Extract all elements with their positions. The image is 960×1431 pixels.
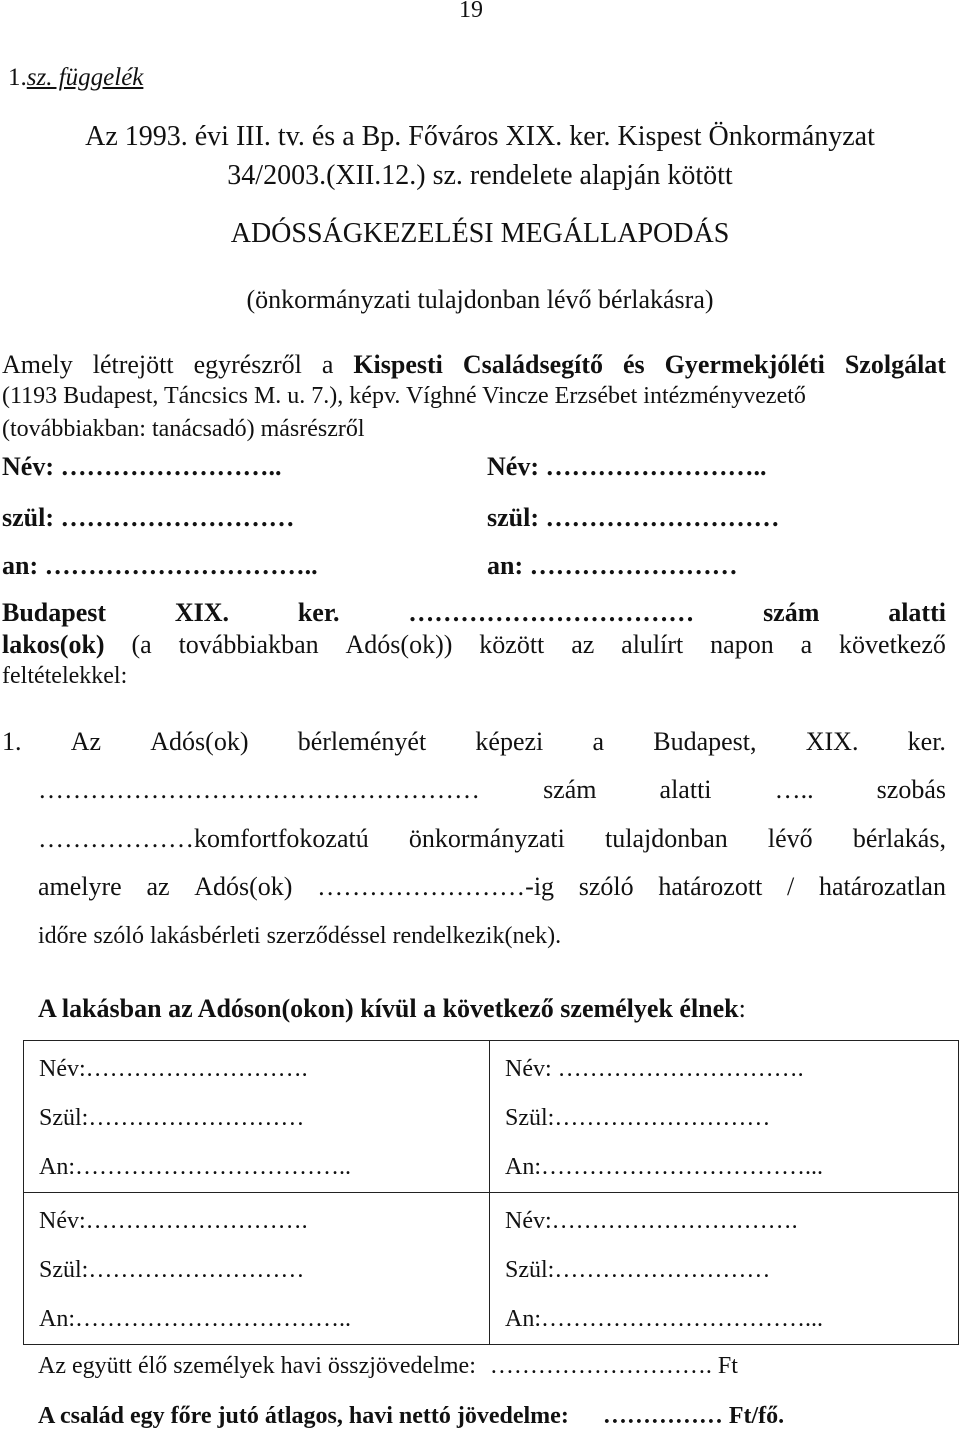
address-word: ker. (297, 598, 340, 627)
clause-word: XIX. (805, 727, 859, 756)
resident-name-field[interactable]: Név:…………………………. (505, 1208, 798, 1234)
address-dots: …………………………… (408, 598, 695, 627)
document-subtitle: (önkormányzati tulajdonban lévő bérlakásra) (246, 285, 714, 314)
resident-mother-field[interactable]: An:……………………………... (505, 1306, 823, 1332)
address-word: alulírt (621, 630, 684, 659)
clause-number: 1. (2, 727, 22, 756)
clause-word: képezi (475, 727, 544, 756)
resident-cell (490, 1041, 959, 1193)
resident-mother-field[interactable]: An:…………………………….. (39, 1154, 351, 1180)
address-word: napon (710, 630, 774, 659)
appendix-text: sz. függelék (26, 64, 144, 91)
clause-word: lévő (767, 824, 813, 853)
party-left-mother (2, 551, 318, 581)
household-income-label: Az együtt élő személyek havi összjövedelme: (38, 1353, 476, 1379)
address-word: következő (839, 630, 946, 659)
clause-word: Adós(ok) (150, 727, 249, 756)
household-income-line (38, 1353, 738, 1380)
household-income-field[interactable]: ………………………. Ft (489, 1353, 738, 1379)
org-name-word: Kispesti (353, 350, 443, 379)
address-line-1 (2, 598, 946, 628)
birth-label: szül: (2, 503, 54, 532)
org-name-word: Szolgálat (844, 350, 946, 379)
intro-word: Amely (2, 350, 73, 379)
clause-word: az (146, 872, 170, 901)
address-word: alatti (888, 598, 946, 627)
mother-label: an: (487, 551, 524, 580)
resident-birth-field[interactable]: Szül:……………………… (39, 1257, 305, 1283)
org-name-word: Családsegítő (462, 350, 603, 379)
resident-name-field[interactable]: Név:………………………. (39, 1056, 308, 1082)
clause-word: önkormányzati (408, 824, 565, 853)
residents-heading (38, 994, 746, 1024)
clause-word: a (592, 727, 605, 756)
resident-birth-field[interactable]: Szül:……………………… (505, 1257, 771, 1283)
name-label: Név: (2, 452, 54, 481)
name-dots: …………………….. (60, 452, 282, 481)
address-word: a (800, 630, 813, 659)
clause-word: tulajdonban (605, 824, 728, 853)
clause-word: bérleményét (297, 727, 427, 756)
clause-dots: ….. (774, 775, 814, 804)
clause-word: ………………komfortfokozatú (38, 824, 369, 853)
intro-line-2: (1193 Budapest, Táncsics M. u. 7.), képv. Víghné Vincze Erzsébet intézményvezető (2, 383, 806, 409)
party-left-birth (2, 503, 295, 533)
clause-word: határozott (658, 872, 763, 901)
birth-label: szül: (487, 503, 539, 532)
page-number: 19 (459, 0, 483, 23)
address-line-3: feltételekkel: (2, 663, 128, 689)
mother-label: an: (2, 551, 39, 580)
resident-birth-field[interactable]: Szül:……………………… (505, 1105, 771, 1131)
resident-mother-field[interactable]: An:……………………………... (505, 1154, 823, 1180)
appendix-number: 1. (8, 64, 27, 91)
table-row (24, 1041, 959, 1193)
clause1-line-5: időre szóló lakásbérleti szerződéssel rendelkezik(nek). (38, 923, 562, 949)
address-word: az (571, 630, 595, 659)
per-capita-income-label: A család egy főre jutó átlagos, havi nettó jövedelme: (38, 1403, 569, 1429)
birth-dots: ……………………… (60, 503, 295, 532)
intro-word: létrejött (92, 350, 174, 379)
header-line-1: Az 1993. évi III. tv. és a Bp. Főváros XIX. ker. Kispest Önkormányzat (85, 121, 875, 152)
residents-table (23, 1040, 959, 1345)
address-word: továbbiakban (178, 630, 319, 659)
name-label: Név: (487, 452, 539, 481)
party-right-name (487, 452, 766, 482)
per-capita-income-line (38, 1403, 784, 1430)
address-word: (a (131, 630, 152, 659)
clause-dots: ……………………-ig (317, 872, 555, 901)
clause-word: ker. (907, 727, 946, 756)
intro-line-3: (továbbiakban: tanácsadó) másrészről (2, 416, 365, 442)
org-name-word: Gyermekjóléti (664, 350, 825, 379)
clause1-line-2 (38, 775, 946, 805)
clause-word: Adós(ok) (194, 872, 293, 901)
resident-cell (24, 1041, 490, 1193)
clause-word: Az (70, 727, 102, 756)
document-title: ADÓSSÁGKEZELÉSI MEGÁLLAPODÁS (230, 218, 730, 249)
mother-dots: …………………… (529, 551, 738, 580)
residents-heading-text: A lakásban az Adóson(okon) kívül a következő személyek élnek (38, 994, 739, 1023)
clause-word: szóló (578, 872, 634, 901)
residents-heading-colon: : (738, 994, 746, 1023)
clause-word: Budapest, (653, 727, 757, 756)
table-row (24, 1193, 959, 1345)
address-word: XIX. (174, 598, 230, 627)
resident-birth-field[interactable]: Szül:……………………… (39, 1105, 305, 1131)
intro-word: egyrészről (193, 350, 302, 379)
clause-word: bérlakás, (852, 824, 946, 853)
org-name-word: és (622, 350, 645, 379)
clause-word: szám (543, 775, 597, 804)
clause-word: határozatlan (818, 872, 946, 901)
clause1-line-1 (2, 727, 946, 757)
party-right-mother (487, 551, 738, 581)
clause-word: szobás (876, 775, 946, 804)
address-word: Adós(ok)) (345, 630, 453, 659)
clause-word: / (787, 872, 795, 901)
party-right-birth (487, 503, 780, 533)
address-line-2 (2, 630, 946, 660)
clause-word: amelyre (38, 872, 122, 901)
clause-word: alatti (659, 775, 712, 804)
clause1-line-4 (38, 872, 946, 902)
address-word: között (479, 630, 545, 659)
header-line-2: 34/2003.(XII.12.) sz. rendelete alapján kötött (227, 160, 733, 191)
resident-cell (490, 1193, 959, 1345)
clause-dots: …………………………………………… (38, 775, 480, 804)
intro-line-1 (2, 350, 946, 380)
address-word: Budapest (2, 598, 107, 627)
clause1-line-3 (38, 824, 946, 854)
address-word: lakos(ok) (2, 630, 105, 659)
address-word: szám (763, 598, 820, 627)
party-left-name (2, 452, 281, 482)
mother-dots: ………………………….. (44, 551, 318, 580)
resident-name-field[interactable]: Név: …………………………. (505, 1056, 804, 1082)
resident-mother-field[interactable]: An:…………………………….. (39, 1306, 351, 1332)
resident-name-field[interactable]: Név:………………………. (39, 1208, 308, 1234)
per-capita-income-field[interactable]: …………… Ft/fő. (602, 1403, 785, 1429)
birth-dots: ……………………… (545, 503, 780, 532)
name-dots: …………………….. (545, 452, 767, 481)
appendix-label (8, 64, 143, 92)
intro-word: a (321, 350, 334, 379)
resident-cell (24, 1193, 490, 1345)
